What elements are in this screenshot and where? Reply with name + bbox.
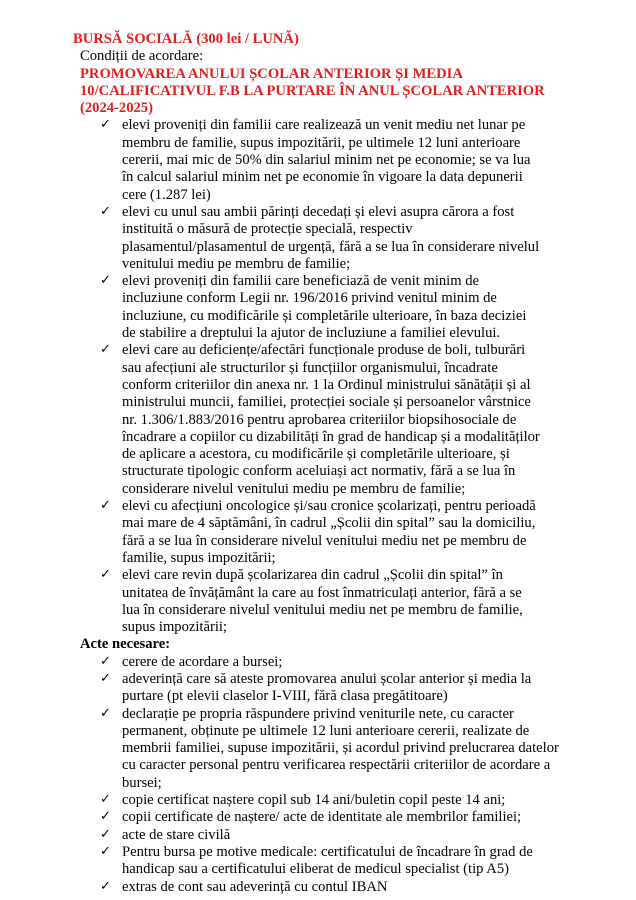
requirement-line: (2024-2025) bbox=[80, 100, 153, 117]
document-line: cerere de acordare a bursei; bbox=[122, 653, 283, 670]
conditions-list bbox=[0, 117, 636, 636]
condition-line: elevi care revin după școlarizarea din cadrul „Școlii din spital” în bbox=[122, 567, 503, 584]
condition-line: instituită o măsură de protecție specială, respectiv bbox=[122, 221, 413, 238]
condition-line: nr. 1.306/1.883/2016 pentru aprobarea criteriilor biopsihosociale de bbox=[122, 411, 517, 428]
document-line: handicap sau a certificatului eliberat de medicul specialist (tip A5) bbox=[122, 861, 509, 878]
checkmark-icon bbox=[100, 808, 111, 825]
condition-item bbox=[0, 498, 636, 567]
document-item bbox=[0, 809, 636, 826]
condition-line: supus impozitării; bbox=[122, 619, 227, 636]
condition-line: conform criteriilor din anexa nr. 1 la Ordinul ministrului sănătății și al bbox=[122, 376, 531, 393]
checkmark-icon bbox=[100, 826, 111, 843]
condition-line: elevi proveniți din familii care beneficiază de venit minim de bbox=[122, 273, 479, 290]
document-line: membrii familiei, supuse impozitării, și acordul privind prelucrarea datelor bbox=[122, 740, 559, 757]
document-line: cu caracter personal pentru verificarea respectării criteriilor de acordare a bbox=[122, 757, 551, 774]
checkmark-icon bbox=[100, 341, 111, 358]
checkmark-icon bbox=[100, 670, 111, 687]
checkmark-icon bbox=[100, 791, 111, 808]
checkmark-icon bbox=[100, 653, 111, 670]
document-line: copii certificate de naștere/ acte de identitate ale membrilor familiei; bbox=[122, 809, 522, 826]
condition-line: elevi care au deficiențe/afectări funcționale produse de boli, tulburări bbox=[122, 342, 526, 359]
condition-line: de stabilire a dreptului la ajutor de incluziune a familiei elevului. bbox=[122, 325, 501, 342]
document-item bbox=[0, 792, 636, 809]
condition-line: venitului mediu pe membru de familie; bbox=[122, 255, 351, 272]
requirement-line: 10/CALIFICATIVUL F.B LA PURTARE ÎN ANUL ȘCOLAR ANTERIOR bbox=[80, 82, 545, 99]
condition-line: membru de familie, supus impozitării, pe ultimele 12 luni anterioare bbox=[122, 134, 521, 151]
requirement-line: PROMOVAREA ANULUI ȘCOLAR ANTERIOR ȘI MEDIA bbox=[80, 65, 463, 82]
document-item bbox=[0, 706, 636, 792]
condition-line: cere (1.287 lei) bbox=[122, 186, 211, 203]
document-body bbox=[0, 31, 636, 896]
condition-line: unitatea de învățământ la care au fost înmatriculați anterior, fără a se bbox=[122, 584, 522, 601]
condition-line: cererii, mai mic de 50% din salariul minim net pe economie; se va lua bbox=[122, 152, 531, 169]
condition-item bbox=[0, 204, 636, 273]
condition-line: încadrare a copiilor cu dizabilități în grad de handicap și a modalităților bbox=[122, 428, 540, 445]
document-item bbox=[0, 671, 636, 706]
document-line: acte de stare civilă bbox=[122, 826, 231, 843]
condition-line: mai mare de 4 săptămâni, în cadrul „Școlii din spital” sau la domiciliu, bbox=[122, 515, 536, 532]
condition-line: lua în considerare nivelul venitului mediu net pe membru de familie, bbox=[122, 601, 523, 618]
checkmark-icon bbox=[100, 497, 111, 514]
document-item bbox=[0, 879, 636, 896]
condition-line: sau afecțiuni ale structurilor și funcțiilor organismului, încadrate bbox=[122, 359, 498, 376]
document-line: bursei; bbox=[122, 774, 162, 791]
condition-line: structurate tipologic conform aceluiași act normativ, fără a se lua în bbox=[122, 463, 516, 480]
condition-line: elevi cu afecțiuni oncologice și/sau cronice școlarizați, pentru perioadă bbox=[122, 498, 536, 515]
condition-item bbox=[0, 117, 636, 203]
condition-line: incluziune, cu modificările și completările ulterioare, în baza deciziei bbox=[122, 307, 527, 324]
condition-line: de aplicare a acestora, cu modificările și completările ulterioare, și bbox=[122, 446, 510, 463]
document-line: copie certificat naștere copil sub 14 ani/buletin copil peste 14 ani; bbox=[122, 792, 506, 809]
checkmark-icon bbox=[100, 566, 111, 583]
conditions-label: Condiții de acordare: bbox=[80, 48, 204, 65]
checkmark-icon bbox=[100, 272, 111, 289]
condition-line: în calcul salariul minim net pe economie în vigoare la data depunerii bbox=[122, 169, 523, 186]
condition-line: ministrului muncii, familiei, protecției sociale și persoanelor vârstnice bbox=[122, 394, 531, 411]
documents-list bbox=[0, 654, 636, 896]
checkmark-icon bbox=[100, 705, 111, 722]
document-line: adeverință care să ateste promovarea anului școlar anterior și media la bbox=[122, 670, 532, 687]
checkmark-icon bbox=[100, 203, 111, 220]
document-item bbox=[0, 844, 636, 879]
condition-line: familie, supus impozitării; bbox=[122, 549, 276, 566]
document-line: permanent, obținute pe ultimele 12 luni anterioare cererii, realizate de bbox=[122, 722, 530, 739]
checkmark-icon bbox=[100, 878, 111, 895]
checkmark-icon bbox=[100, 116, 111, 133]
condition-line: plasamentul/plasamentul de urgență, fără a se lua în considerare nivelul bbox=[122, 238, 540, 255]
condition-line: considerare nivelul venitului mediu pe membru de familie; bbox=[122, 480, 466, 497]
document-line: Pentru bursa pe motive medicale: certificatului de încadrare în grad de bbox=[122, 843, 533, 860]
condition-item bbox=[0, 273, 636, 342]
requirement-heading bbox=[0, 66, 636, 118]
document-line: extras de cont sau adeverință cu contul IBAN bbox=[122, 878, 388, 895]
condition-line: elevi proveniți din familii care realizează un venit mediu net lunar pe bbox=[122, 117, 526, 134]
condition-item bbox=[0, 342, 636, 498]
document-item bbox=[0, 654, 636, 671]
document-line: declarație pe propria răspundere privind veniturile nete, cu caracter bbox=[122, 705, 514, 722]
page-title: BURSĂ SOCIALĂ (300 lei / LUNĂ) bbox=[73, 31, 299, 47]
condition-line: incluziune conform Legii nr. 196/2016 privind venitul minim de bbox=[122, 290, 497, 307]
checkmark-icon bbox=[100, 843, 111, 860]
document-item bbox=[0, 827, 636, 844]
condition-item bbox=[0, 567, 636, 636]
condition-line: fără a se lua în considerare nivelul venitului mediu net pe membru de bbox=[122, 532, 527, 549]
condition-line: elevi cu unul sau ambii părinți decedați și elevi asupra cărora a fost bbox=[122, 203, 515, 220]
documents-label: Acte necesare: bbox=[80, 636, 171, 653]
document-line: purtare (pt elevii claselor I-VIII, fără clasa pregătitoare) bbox=[122, 688, 448, 705]
